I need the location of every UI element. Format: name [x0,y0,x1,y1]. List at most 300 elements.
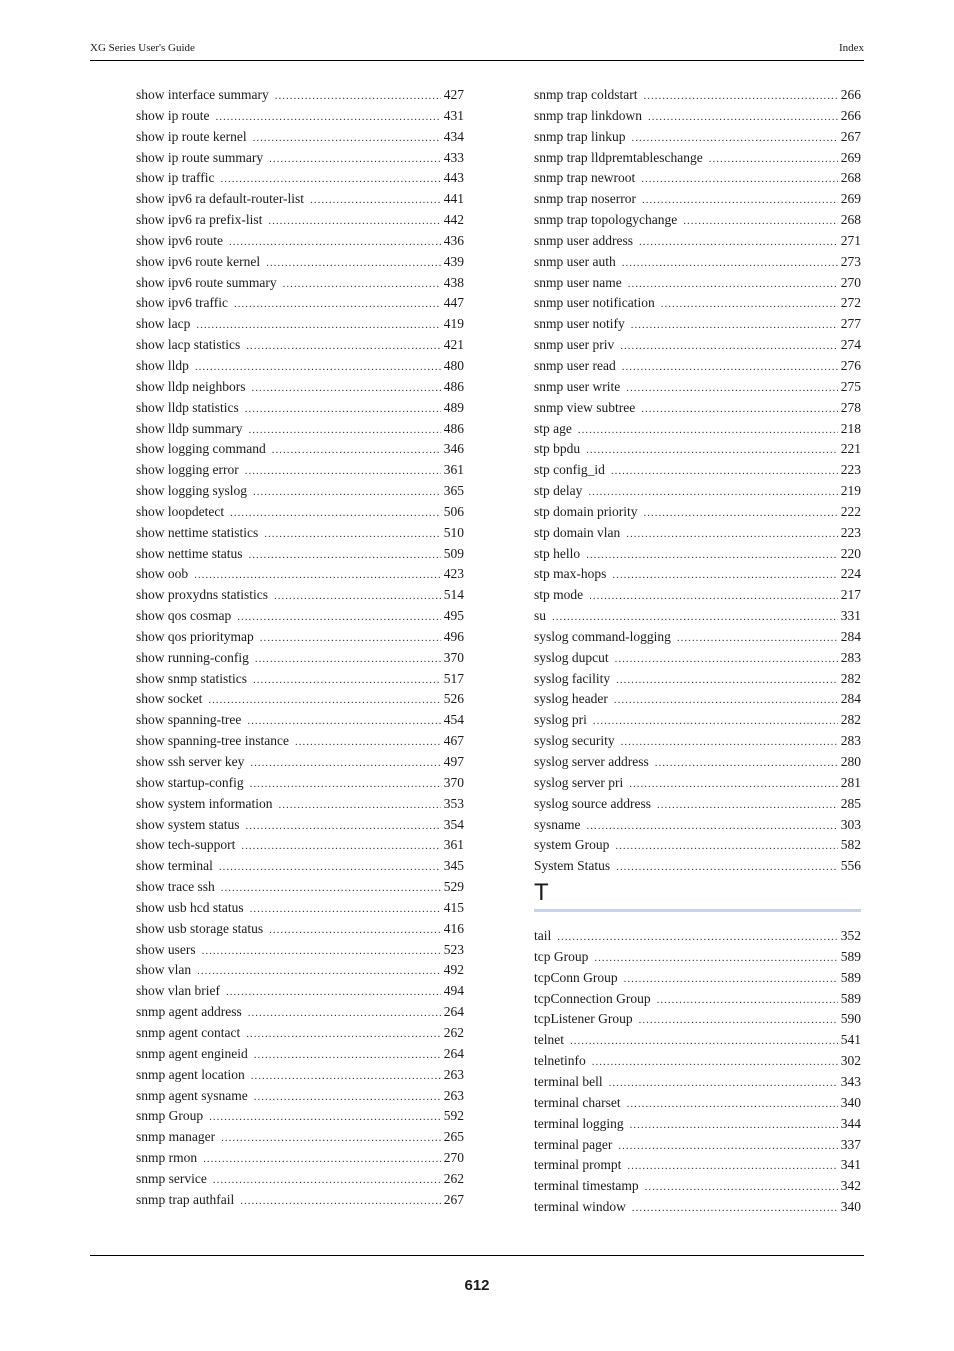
dot-leader [249,420,441,441]
dot-leader [246,816,441,837]
dot-leader [609,1073,838,1094]
index-page-ref: 427 [443,87,464,102]
index-entry [534,231,861,252]
index-entry [136,856,464,877]
index-entry [534,648,861,669]
index-entry [136,252,464,273]
index-entry [136,502,464,523]
index-term: show nettime status [136,545,243,561]
index-entry [136,1044,464,1065]
index-term: tcp Group [534,948,589,964]
index-term: su [534,608,547,624]
index-page-ref: 454 [443,712,464,728]
dot-leader [557,927,838,948]
index-entry [136,356,464,377]
index-entry [136,85,464,106]
index-term: show system information [136,795,273,811]
index-entry [534,439,861,460]
index-page-ref: 222 [840,503,861,519]
index-page-ref: 486 [443,378,464,394]
index-term: snmp agent location [136,1066,245,1082]
index-term: snmp user notify [534,316,625,332]
index-term: show socket [136,691,203,707]
index-term: syslog server pri [534,774,624,790]
index-page-ref: 423 [443,566,464,582]
index-entry [136,335,464,356]
index-page-ref: 282 [840,670,861,686]
index-term: stp domain vlan [534,524,621,540]
index-term: show nettime statistics [136,524,259,540]
index-page-ref: 361 [443,837,464,853]
index-page-ref: 337 [840,1136,861,1152]
index-entry [534,127,861,148]
index-term: terminal logging [534,1115,624,1131]
dot-leader [250,753,440,774]
index-term: sysname [534,816,581,832]
dot-leader [272,440,441,461]
dot-leader [648,107,838,128]
index-page-ref: 496 [443,628,464,644]
dot-leader [615,649,838,670]
index-page-ref: 284 [840,628,861,644]
index-page-ref: 220 [840,545,861,561]
index-page-ref: 262 [443,1170,464,1186]
dot-leader [624,969,838,990]
dot-leader [229,232,441,253]
index-entry [136,314,464,335]
index-entry [534,398,861,419]
dot-leader [234,294,441,315]
index-term: show lacp statistics [136,337,241,353]
dot-leader [310,190,441,211]
index-entry [534,189,861,210]
index-entry [136,127,464,148]
dot-leader [628,274,838,295]
index-page-ref: 283 [840,733,861,749]
index-page-ref: 264 [443,1004,464,1020]
dot-leader [195,357,441,378]
index-entry [136,564,464,585]
index-page-ref: 266 [840,107,861,123]
index-page-ref: 370 [443,649,464,665]
index-page-ref: 510 [443,524,464,540]
index-page-ref: 489 [443,399,464,415]
section-letter-t: T [534,879,549,907]
index-entry [136,523,464,544]
index-term: show lacp [136,316,191,332]
dot-leader [274,586,441,607]
index-term: show spanning-tree instance [136,733,289,749]
dot-leader [254,1045,441,1066]
dot-leader [240,1191,441,1212]
index-page-ref: 263 [443,1066,464,1082]
index-entry [136,106,464,127]
dot-leader [208,690,440,711]
section-name: Index [838,42,864,54]
index-page-ref: 589 [840,990,861,1006]
index-term: show ip route [136,107,210,123]
index-page-ref: 421 [443,337,464,353]
dot-leader [614,690,838,711]
index-entry [136,544,464,565]
index-entry [534,689,861,710]
index-entry [534,356,861,377]
dot-leader [213,1170,441,1191]
dot-leader [295,732,441,753]
dot-leader [570,1031,838,1052]
index-term: terminal window [534,1199,626,1215]
index-page-ref: 354 [443,816,464,832]
index-page-ref: 442 [443,212,464,228]
index-page-ref: 331 [840,608,861,624]
index-term: snmp user priv [534,337,615,353]
dot-leader [641,399,838,420]
dot-leader [252,378,441,399]
index-entry [534,148,861,169]
index-entry [534,419,861,440]
dot-leader [237,607,441,628]
index-page-ref: 514 [443,587,464,603]
dot-leader [196,315,440,336]
index-entry [534,168,861,189]
index-page-ref: 365 [443,483,464,499]
dot-leader [639,232,838,253]
index-page-ref: 267 [840,128,861,144]
index-page-ref: 506 [443,503,464,519]
index-page-ref: 277 [840,316,861,332]
index-entry [136,210,464,231]
index-entry [136,1106,464,1127]
index-page-ref: 523 [443,941,464,957]
dot-leader [626,378,838,399]
index-page-ref: 439 [443,253,464,269]
index-term: terminal charset [534,1094,621,1110]
index-entry [136,481,464,502]
index-page-ref: 285 [840,795,861,811]
index-entry [136,710,464,731]
index-term: syslog source address [534,795,651,811]
index-entry [534,502,861,523]
index-term: stp config_id [534,462,605,478]
section-divider [534,909,861,912]
dot-leader [618,1136,837,1157]
dot-leader [254,1087,441,1108]
index-term: show lldp neighbors [136,378,246,394]
index-page-ref: 589 [840,969,861,985]
index-page-ref: 266 [840,87,861,102]
index-term: show logging command [136,441,266,457]
index-entry [534,377,861,398]
index-entry [136,1148,464,1169]
index-term: terminal timestamp [534,1178,639,1194]
index-entry [534,1093,861,1114]
index-term: snmp agent address [136,1004,242,1020]
index-term: show lldp [136,357,189,373]
index-entry [534,1176,861,1197]
index-page-ref: 582 [840,837,861,853]
index-page-ref: 263 [443,1087,464,1103]
index-entry [534,710,861,731]
index-entry [534,731,861,752]
index-page-ref: 340 [840,1094,861,1110]
index-entry [534,1197,861,1218]
index-term: show lldp summary [136,420,243,436]
index-page-ref: 590 [840,1011,861,1027]
index-page-ref: 268 [840,170,861,186]
dot-leader [639,1010,838,1031]
index-entry [534,1135,861,1156]
index-term: show lldp statistics [136,399,239,415]
index-term: System Status [534,858,611,874]
index-entry [534,606,861,627]
dot-leader [586,440,838,461]
index-entry [534,1114,861,1135]
index-page-ref: 274 [840,337,861,353]
index-term: snmp agent sysname [136,1087,248,1103]
dot-leader [197,961,441,982]
index-entry [534,1030,861,1051]
index-page-ref: 262 [443,1024,464,1040]
index-term: stp max-hops [534,566,607,582]
dot-leader [611,461,838,482]
index-term: show qos cosmap [136,608,232,624]
dot-leader [221,1128,441,1149]
index-entry [534,926,861,947]
index-page-ref: 443 [443,170,464,186]
dot-leader [641,169,838,190]
index-entry [136,419,464,440]
footer-divider [90,1255,864,1256]
index-entry [534,627,861,648]
dot-leader [643,86,837,107]
index-term: show usb storage status [136,920,264,936]
index-page-ref: 556 [840,858,861,874]
dot-leader [622,357,838,378]
index-entry [534,210,861,231]
index-entry [136,669,464,690]
dot-leader [209,1107,441,1128]
dot-leader [269,920,441,941]
index-term: tail [534,928,552,944]
index-term: show logging syslog [136,483,248,499]
index-term: show vlan brief [136,983,220,999]
dot-leader [593,711,838,732]
index-term: show ipv6 route kernel [136,253,261,269]
index-entry [136,981,464,1002]
index-page-ref: 217 [840,587,861,603]
dot-leader [586,545,838,566]
index-page-ref: 268 [840,212,861,228]
dot-leader [241,836,440,857]
dot-leader [219,857,441,878]
dot-leader [253,670,441,691]
index-term: snmp trap authfail [136,1191,235,1207]
page-header [90,42,864,61]
dot-leader [620,336,838,357]
index-term: stp delay [534,483,583,499]
index-page-ref: 433 [443,149,464,165]
index-term: stp hello [534,545,581,561]
dot-leader [245,461,441,482]
dot-leader [255,649,441,670]
index-entry [136,648,464,669]
index-term: stp domain priority [534,503,638,519]
index-entry [534,835,861,856]
index-term: tcpConnection Group [534,990,651,1006]
dot-leader [621,732,838,753]
index-page-ref: 280 [840,754,861,769]
index-term: stp bpdu [534,441,581,457]
index-entry [534,1051,861,1072]
index-term: snmp user name [534,274,622,290]
dot-leader [630,1115,838,1136]
index-entry [136,377,464,398]
index-entry [136,773,464,794]
index-entry [136,1065,464,1086]
index-term: syslog command-logging [534,628,671,644]
index-entry [534,1072,861,1093]
index-term: show logging error [136,462,239,478]
index-entry [534,752,861,773]
index-term: show vlan [136,962,192,978]
dot-leader [642,190,838,211]
index-page-ref: 281 [840,774,861,790]
index-page-ref: 486 [443,420,464,436]
index-page-ref: 447 [443,295,464,311]
index-page-ref: 302 [840,1053,861,1069]
index-page-ref: 303 [840,816,861,832]
index-entry [136,606,464,627]
index-term: syslog facility [534,670,611,686]
index-page-ref: 344 [840,1115,861,1131]
index-page-ref: 267 [443,1191,464,1207]
index-term: snmp user write [534,378,621,394]
dot-leader [216,107,441,128]
index-page-ref: 361 [443,462,464,478]
index-entry [136,293,464,314]
index-page-ref: 273 [840,253,861,269]
index-page-ref: 345 [443,858,464,874]
index-term: show ssh server key [136,754,245,769]
dot-leader [253,128,441,149]
index-entry [534,335,861,356]
dot-leader [626,524,838,545]
dot-leader [268,211,440,232]
index-entry [136,1190,464,1211]
index-page-ref: 480 [443,357,464,373]
index-term: stp mode [534,587,584,603]
index-term: show loopdetect [136,503,225,519]
dot-leader [203,1149,441,1170]
index-entry [136,815,464,836]
index-entry [136,1002,464,1023]
index-term: snmp trap newroot [534,170,636,186]
dot-leader [247,711,440,732]
index-page-ref: 218 [840,420,861,436]
index-term: snmp agent contact [136,1024,241,1040]
index-entry [534,106,861,127]
index-page-ref: 223 [840,524,861,540]
index-entry [136,460,464,481]
index-page-ref: 434 [443,128,464,144]
dot-leader [657,990,838,1011]
dot-leader [275,86,441,107]
index-page-ref: 223 [840,462,861,478]
dot-leader [260,628,441,649]
index-entry [136,439,464,460]
index-term: show proxydns statistics [136,587,269,603]
index-term: snmp view subtree [534,399,636,415]
index-term: show tech-support [136,837,236,853]
index-page-ref: 346 [443,441,464,457]
index-term: terminal bell [534,1073,603,1089]
dot-leader [249,545,441,566]
index-entry [136,1127,464,1148]
index-page-ref: 415 [443,899,464,915]
index-page-ref: 438 [443,274,464,290]
dot-leader [251,1066,441,1087]
dot-leader [657,795,838,816]
index-page-ref: 269 [840,191,861,207]
dot-leader [283,274,441,295]
index-page-ref: 221 [840,441,861,457]
index-term: syslog dupcut [534,649,609,665]
index-entry [534,968,861,989]
index-term: show terminal [136,858,213,874]
index-entry [534,252,861,273]
index-page-ref: 224 [840,566,861,582]
index-term: show ipv6 traffic [136,295,228,311]
dot-leader [644,503,838,524]
index-page-ref: 272 [840,295,861,311]
index-term: snmp manager [136,1129,216,1145]
index-term: show ip traffic [136,170,215,186]
index-entry [534,1009,861,1030]
index-term: snmp user address [534,232,633,248]
index-term: terminal pager [534,1136,613,1152]
dot-leader [221,878,441,899]
index-page-ref: 494 [443,983,464,999]
index-entry [136,1023,464,1044]
index-term: show interface summary [136,87,269,102]
index-term: show qos prioritymap [136,628,254,644]
index-term: syslog header [534,691,608,707]
dot-leader [246,336,441,357]
index-term: show users [136,941,196,957]
dot-leader [588,482,837,503]
index-page-ref: 270 [840,274,861,290]
dot-leader [627,1156,837,1177]
index-entry [534,815,861,836]
index-page-ref: 441 [443,191,464,207]
index-page-ref: 419 [443,316,464,332]
index-term: syslog server address [534,754,649,769]
index-entry [534,585,861,606]
index-page-ref: 270 [443,1150,464,1166]
index-entry [136,273,464,294]
index-entry [136,835,464,856]
index-term: snmp agent engineid [136,1045,248,1061]
index-term: snmp Group [136,1108,204,1124]
index-entry [136,898,464,919]
index-page-ref: 340 [840,1199,861,1215]
index-entry [136,231,464,252]
index-entry [136,940,464,961]
index-term: show ipv6 route [136,232,223,248]
index-page-ref: 341 [840,1157,861,1173]
index-entry [136,1169,464,1190]
index-page-ref: 509 [443,545,464,561]
